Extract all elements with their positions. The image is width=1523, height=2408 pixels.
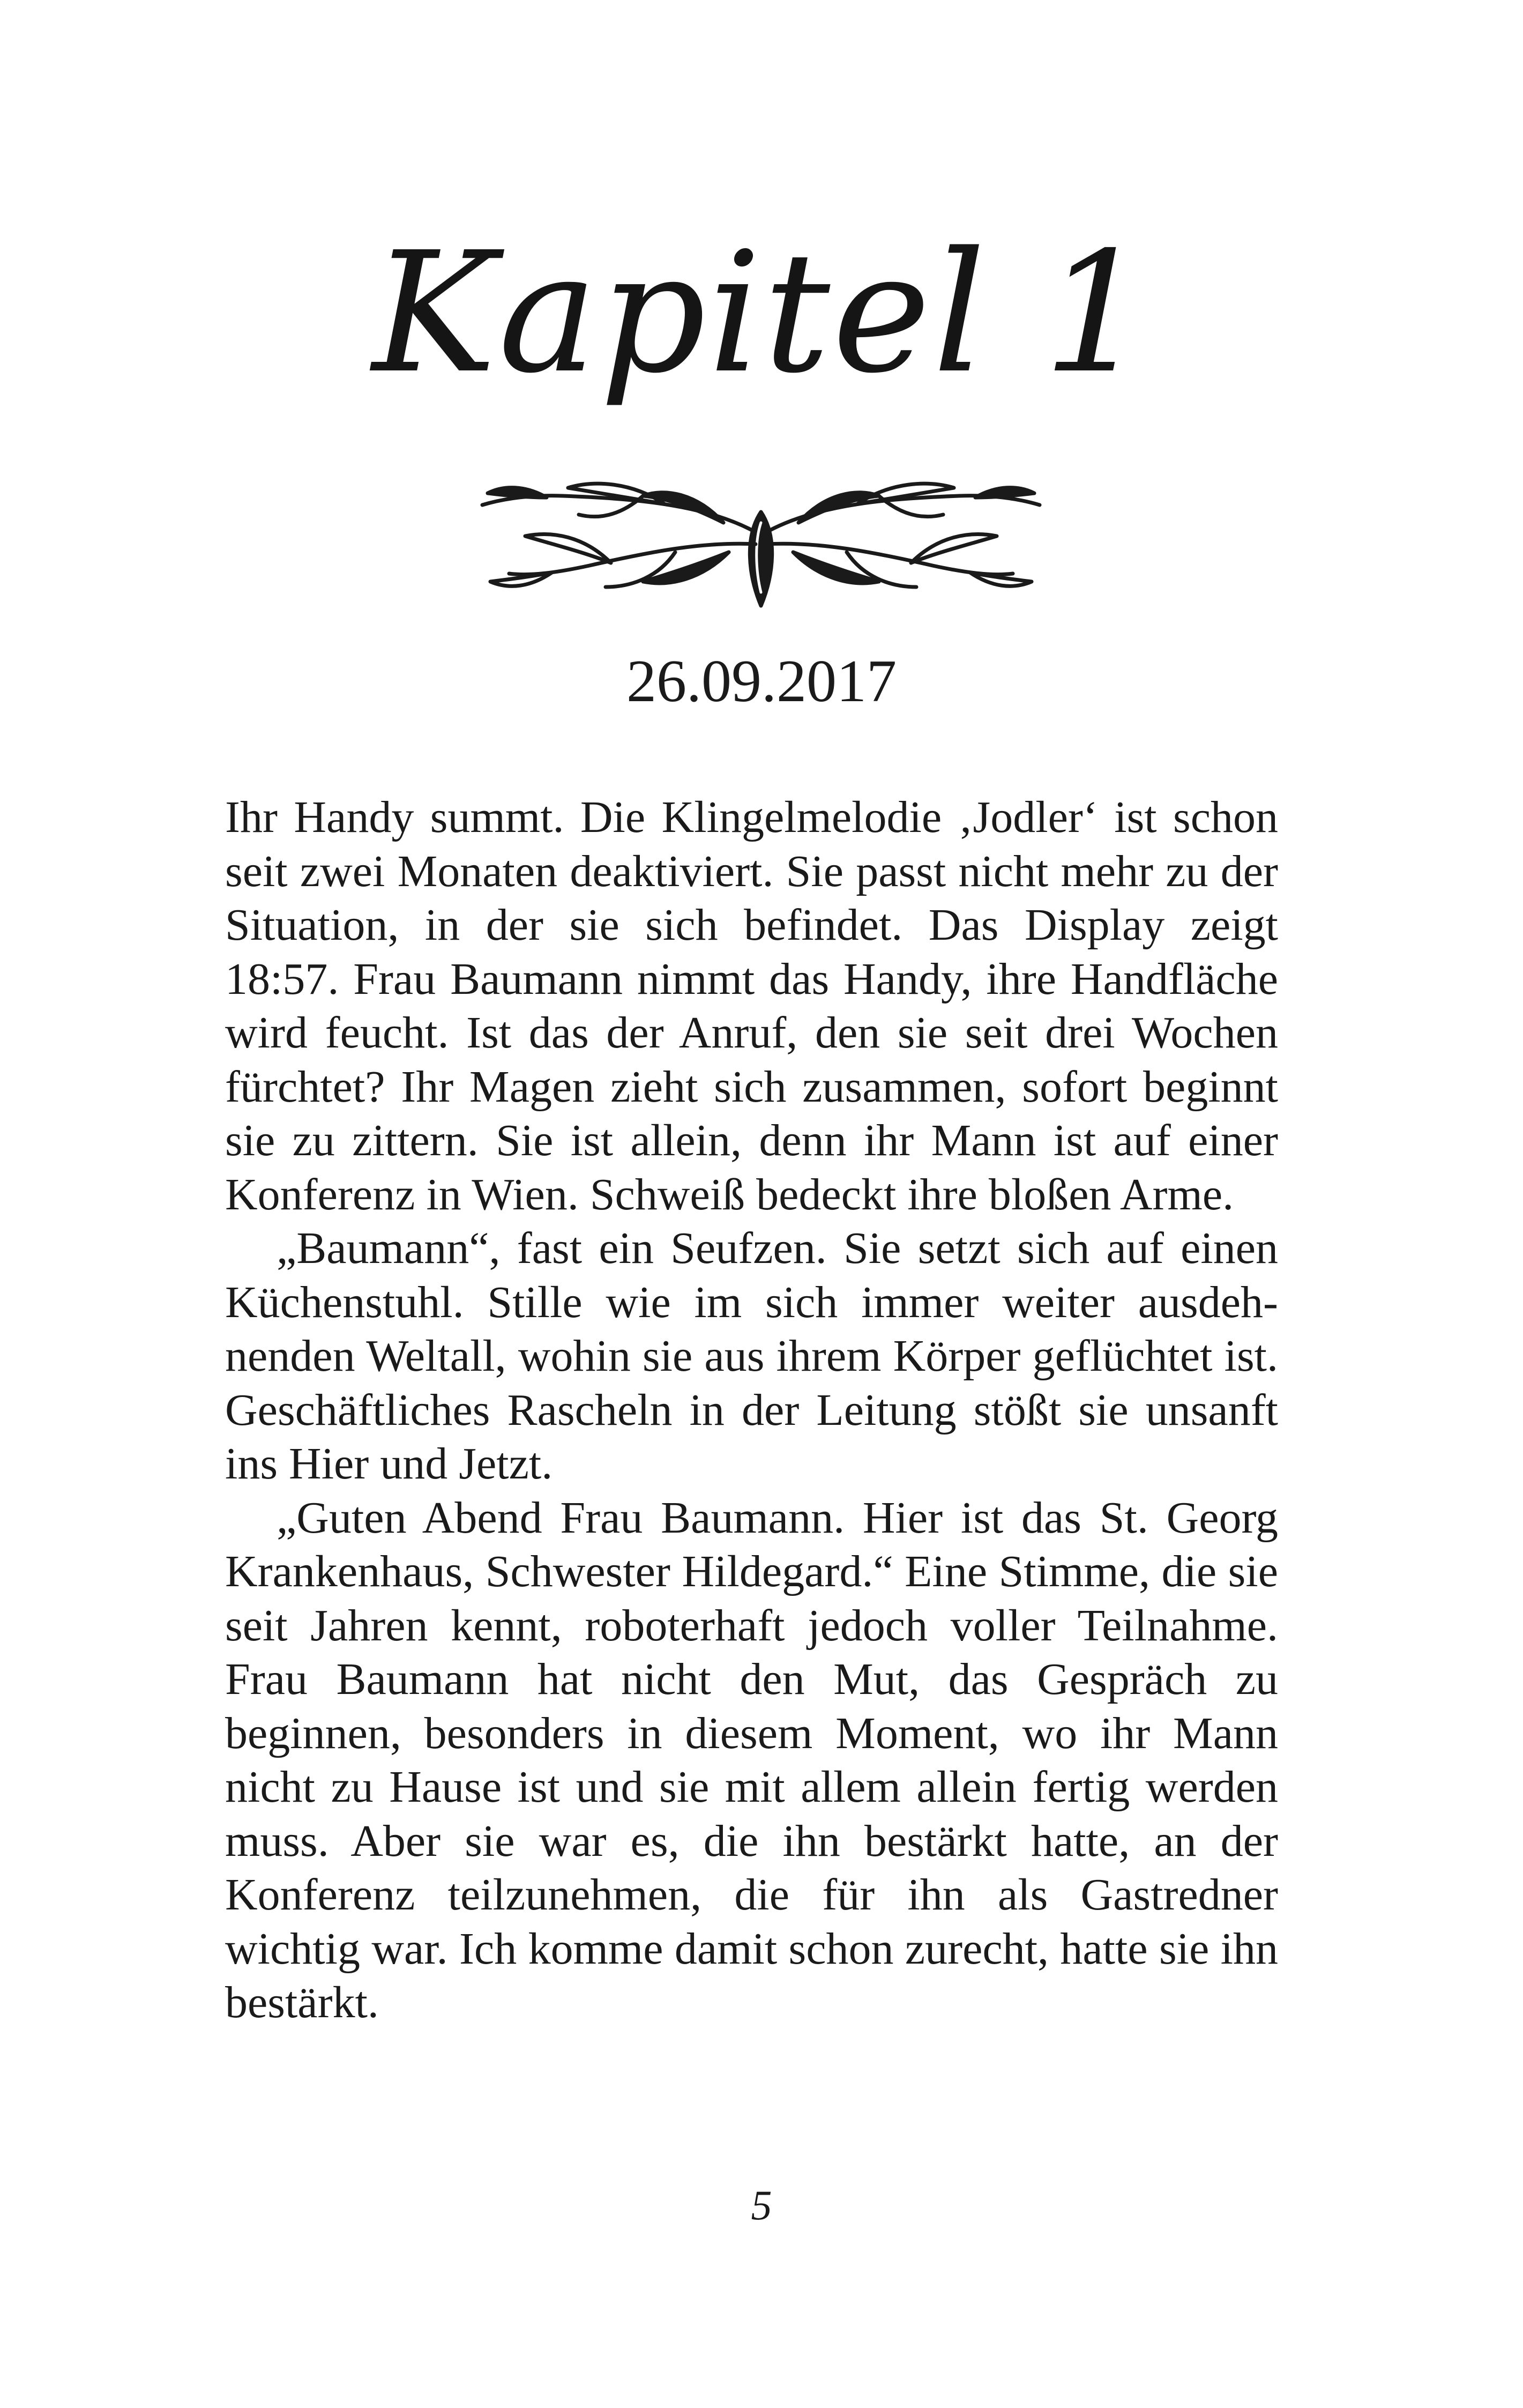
- paragraph: „Baumann“, fast ein Seufzen. Sie setzt sich auf einen Küchenstuhl. Stille wie im sich immer weiter ausdehnenden Weltall, wohin sie aus ihrem Körper geflüchtet ist. Geschäftliches Rascheln in der Leitung stößt sie unsanft ins Hier und Jetzt.: [225, 1223, 1278, 1489]
- chapter-date: 26.09.2017: [626, 648, 897, 715]
- paragraph: Ihr Handy summt. Die Klingelmelodie ‚Jodler‘ ist schon seit zwei Monaten deaktiviert. Sie passt nicht mehr zu der Situation, in der sie sich befindet. Das Display zeigt 18:57. Frau Baumann nimmt das Handy, ihre Handfläche wird feucht. Ist das der Anruf, den sie seit drei Wochen fürchtet? Ihr Magen zieht sich zusammen, sofort beginnt sie zu zittern. Sie ist allein, denn ihr Mann ist auf einer Konferenz in Wien. Schweiß bedeckt ihre bloßen Arme.: [225, 792, 1278, 1220]
- chapter-title: Kapitel 1: [372, 217, 1151, 410]
- leaf-vine-ornament-icon: [472, 472, 1050, 616]
- paragraph: „Guten Abend Frau Baumann. Hier ist das St. Georg Krankenhaus, Schwester Hildegard.“ Eine Stimme, die sie seit Jahren kennt, roboterhaft jedoch voller Teilnahme. Frau Baumann hat nicht den Mut, das Gespräch zu beginnen, besonders in diesem Moment, wo ihr Mann nicht zu Hause ist und sie mit allem allein fertig werden muss. Aber sie war es, die ihn bestärkt hatte, an der Konferenz teilzunehmen, die für ihn als Gastredner wichtig war. Ich komme damit schon zurecht, hatte sie ihn bestärkt.: [225, 1492, 1278, 2027]
- page-number: 5: [751, 2182, 772, 2228]
- chapter-body: [225, 791, 1278, 2030]
